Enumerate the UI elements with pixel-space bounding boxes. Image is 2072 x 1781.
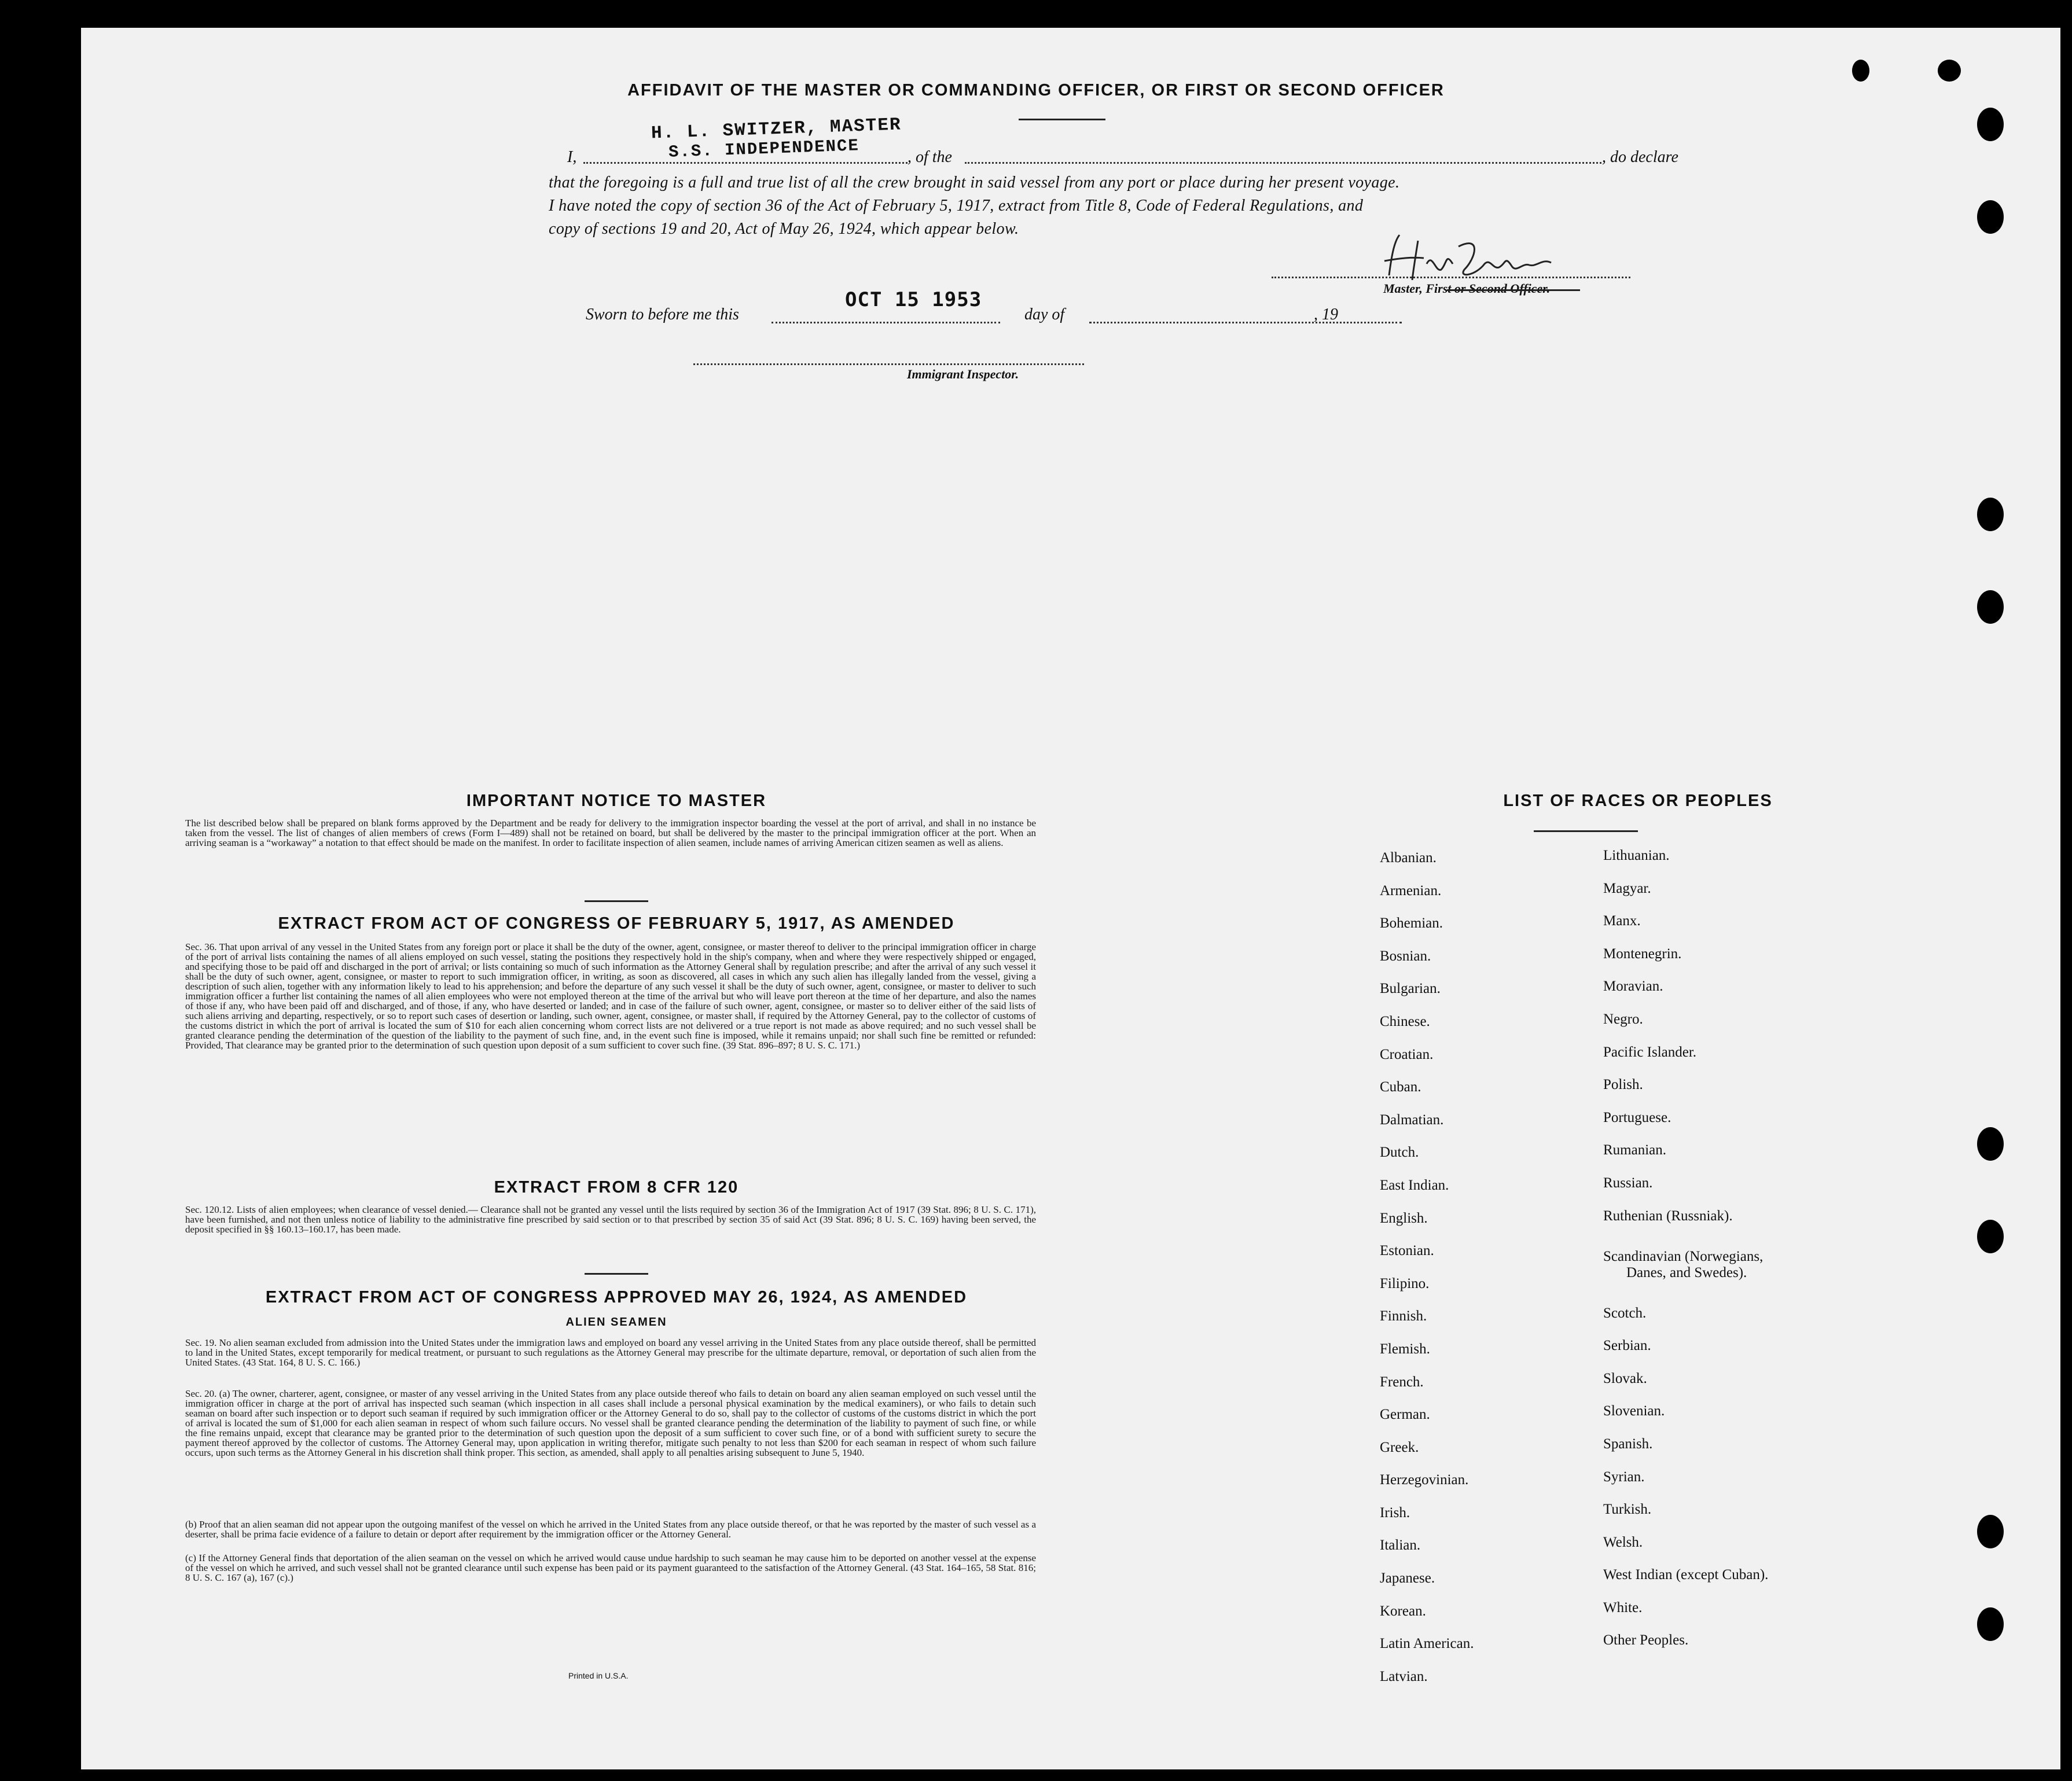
signature-line	[1272, 277, 1630, 278]
vessel-name: S.S. INDEPENDENCE	[668, 136, 860, 162]
race-item: Flemish.	[1380, 1341, 1430, 1357]
extract-1924-sec20b: (b) Proof that an alien seaman did not appear upon the outgoing manifest of the vessel on which he arrived in the United States from any place outside thereof, or that he was reported by the master of such vessel as a deserter, shall be prima facie evidence of a failure to detain or deport after requirement by the immigration officer or the Attorney General.	[185, 1519, 1036, 1540]
race-item: Syrian.	[1603, 1469, 1645, 1485]
race-item: Dutch.	[1380, 1145, 1419, 1161]
race-item: German.	[1380, 1407, 1430, 1423]
punch-hole	[1977, 200, 2004, 234]
extract-1924-sec20c: (c) If the Attorney General finds that deportation of the alien seaman on the vessel on which he arrived would cause undue hardship to such seaman he may cause him to be deported on another vessel at the expense of the vessel on which he arrived, and such vessel shall not be granted clearance until such expense has been paid or its payment guaranteed to the satisfaction of the Attorney General. (43 Stat. 164–165, 58 Stat. 816; 8 U. S. C. 167 (a), 167 (c).)	[185, 1552, 1036, 1583]
affidavit-title: AFFIDAVIT OF THE MASTER OR COMMANDING OFFICER, OR FIRST OR SECOND OFFICER	[627, 81, 1445, 100]
race-item: Bulgarian.	[1380, 981, 1441, 997]
race-item: Estonian.	[1380, 1243, 1434, 1259]
race-item: Filipino.	[1380, 1275, 1430, 1291]
race-item: West Indian (except Cuban).	[1603, 1567, 1769, 1583]
race-item: Other Peoples.	[1603, 1632, 1689, 1648]
race-item: Irish.	[1380, 1504, 1410, 1521]
declarant-line	[583, 162, 908, 164]
extract-1924-sec19: Sec. 19. No alien seaman excluded from admission into the United States under the immigration laws and employed on board any vessel arriving in the United States from any place outside thereof, shall be permitted to land in the United States, except temporarily for medical treatment, or pursuant to such regulations as the Attorney General may prescribe for the ultimate departure, removal, or deportation of such alien from the United States. (43 Stat. 164, 8 U. S. C. 166.)	[185, 1337, 1036, 1368]
year-line	[1340, 322, 1366, 323]
of-the-label: , of the	[908, 148, 952, 166]
notice-text: The list described below shall be prepared on blank forms approved by the Department and be ready for delivery to the immigration inspector boarding the vessel at the port of arrival, and shall in no instance be taken from the vessel. The list of changes of alien members of crews (Form I—489) shall not be retained on board, but shall be delivered by the master to the principal immigration officer at the port. When an arriving seaman is a “workaway” a notation to that effect should be made on the manifest. In order to facilitate inspection of alien seamen, include names of arriving American citizen seamen as well as aliens.	[185, 818, 1036, 848]
race-item: Pacific Islander.	[1603, 1044, 1697, 1060]
races-left-column	[1380, 849, 1588, 1701]
race-item: Scotch.	[1603, 1305, 1647, 1321]
races-rule	[1534, 830, 1638, 832]
races-right-column	[1603, 847, 1869, 1665]
race-item: Italian.	[1380, 1537, 1421, 1554]
race-item: Dalmatian.	[1380, 1112, 1444, 1128]
race-item: Magyar.	[1603, 880, 1651, 896]
race-item: Welsh.	[1603, 1534, 1643, 1550]
affidavit-body-line-1: that the foregoing is a full and true list of all the crew brought in said vessel from any port or place during her present voyage.	[549, 174, 1400, 192]
race-item: Japanese.	[1380, 1570, 1435, 1587]
notice-title: IMPORTANT NOTICE TO MASTER	[466, 792, 767, 810]
sworn-line	[772, 322, 1000, 323]
punch-hole	[1977, 1515, 2004, 1548]
extract-cfr-text: Sec. 120.12. Lists of alien employees; when clearance of vessel denied.— Clearance shall not be granted any vessel until the lists required by section 36 of the Immigration Act of 1917 (39 Stat. 896; 8 U. S. C. 171), have been furnished, and not then unless notice of liability to the administrative fine prescribed by said section or to that prescribed by section 35 of said Act (39 Stat. 896; 8 U. S. C. 169) having been served, the deposit specified in §§ 160.13–160.17, has been made.	[185, 1204, 1036, 1235]
race-item: French.	[1380, 1374, 1424, 1390]
race-item: Greek.	[1380, 1439, 1419, 1455]
race-item: English.	[1380, 1210, 1428, 1226]
race-item: Ruthenian (Russniak).	[1603, 1208, 1733, 1224]
race-item: Chinese.	[1380, 1013, 1430, 1029]
cfr-rule	[585, 1273, 648, 1275]
race-item: Korean.	[1380, 1603, 1426, 1619]
punch-hole	[1977, 1607, 2004, 1641]
inspector-line	[693, 363, 1084, 365]
title-rule	[1019, 119, 1105, 120]
race-item: Armenian.	[1380, 882, 1442, 899]
strikeout-mark	[1447, 289, 1580, 291]
race-item: Bosnian.	[1380, 948, 1431, 964]
race-item: Lithuanian.	[1603, 848, 1670, 863]
signature-caption: Master, First or Second Officer.	[1383, 281, 1551, 296]
race-item: Bohemian.	[1380, 915, 1443, 932]
sworn-date-stamp: OCT 15 1953	[845, 288, 982, 311]
race-item: Russian.	[1603, 1175, 1653, 1191]
affidavit-body-line-2: I have noted the copy of section 36 of the Act of February 5, 1917, extract from Title 8, Code of Federal Regulations, and	[549, 197, 1364, 215]
form-page	[81, 28, 2060, 1769]
punch-hole	[1852, 60, 1869, 82]
vessel-line	[965, 162, 1601, 164]
extract-1924-subtitle: ALIEN SEAMEN	[565, 1316, 667, 1329]
race-item: Herzegovinian.	[1380, 1472, 1469, 1488]
extract-1924-title: EXTRACT FROM ACT OF CONGRESS APPROVED MAY 26, 1924, AS AMENDED	[265, 1288, 968, 1307]
inspector-label: Immigrant Inspector.	[907, 367, 1019, 381]
race-item: Danes, and Swedes).	[1626, 1264, 1747, 1280]
race-item: Rumanian.	[1603, 1142, 1667, 1158]
race-item: Albanian.	[1380, 850, 1437, 866]
extract-cfr-title: EXTRACT FROM 8 CFR 120	[494, 1178, 739, 1197]
punch-hole	[1977, 1220, 2004, 1253]
punch-hole	[1938, 60, 1961, 82]
extract-1924-sec20a: Sec. 20. (a) The owner, charterer, agent, consignee, or master of any vessel arriving in the United States from any place outside thereof who fails to detain on board any alien seaman employed on such vessel until the immigration officer in charge at the port of arrival has inspected such seaman (which inspection in all cases shall include a personal physical examination by the medical examiners), or who fails to detain such seaman on board after such inspection or to deport such seaman if required by such immigration officer or the Attorney General to do so, shall pay to the collector of customs of the customs district in which the port of arrival is located the sum of $1,000 for each alien seaman in respect of whom such failure occurs. No vessel shall be granted clearance pending the determination of the liability to payment of such fine, or while the fine remains unpaid, except that clearance may be granted prior to the determination of such question upon the deposit of a sum sufficient to cover such fine, or of a bond with sufficient surety to secure the payment thereof approved by the collector of customs. The Attorney General may, upon application in writing therefor, mitigate such penalty to not less than $200 for each seaman in respect of whom such failure occurs, upon such terms as the Attorney General in his discretion shall think proper. This section, as amended, shall apply to all penalties arising subsequent to June 5, 1940.	[185, 1388, 1036, 1458]
punch-hole	[1977, 590, 2004, 624]
race-item: Moravian.	[1603, 978, 1663, 995]
printed-in-usa: Printed in U.S.A.	[568, 1671, 629, 1680]
year-label: , 19	[1314, 306, 1338, 323]
race-item: Slovenian.	[1603, 1403, 1665, 1419]
race-item: Serbian.	[1603, 1338, 1651, 1354]
race-item: Cuban.	[1380, 1079, 1421, 1095]
race-item: East Indian.	[1380, 1177, 1449, 1193]
race-item: Scandinavian (Norwegians,	[1603, 1248, 1764, 1264]
races-title: LIST OF RACES OR PEOPLES	[1503, 792, 1773, 810]
race-item: Polish.	[1603, 1077, 1643, 1093]
day-of-label: day of	[1024, 306, 1065, 323]
sworn-label: Sworn to before me this	[586, 306, 739, 323]
punch-hole	[1977, 498, 2004, 531]
affidavit-body-line-3: copy of sections 19 and 20, Act of May 26, 1924, which appear below.	[549, 220, 1019, 238]
race-item: Latvian.	[1380, 1668, 1428, 1684]
race-item: Manx.	[1603, 913, 1641, 929]
declarant-name: H. L. SWITZER, MASTER	[651, 115, 902, 144]
punch-hole	[1977, 108, 2004, 141]
race-item: Negro.	[1603, 1011, 1643, 1027]
race-item: Croatian.	[1380, 1046, 1434, 1062]
race-item: Turkish.	[1603, 1502, 1652, 1518]
i-label: I,	[567, 148, 577, 166]
race-item: White.	[1603, 1599, 1643, 1616]
race-item: Montenegrin.	[1603, 945, 1682, 962]
punch-hole	[1977, 1127, 2004, 1161]
race-item: Portuguese.	[1603, 1109, 1671, 1125]
race-item: Spanish.	[1603, 1436, 1653, 1452]
race-item: Slovak.	[1603, 1370, 1647, 1386]
extract-1917-title: EXTRACT FROM ACT OF CONGRESS OF FEBRUARY 5, 1917, AS AMENDED	[278, 914, 955, 933]
extract-1917-text: Sec. 36. That upon arrival of any vessel in the United States from any foreign port or place it shall be the duty of the owner, agent, consignee, or master thereof to deliver to the principal immigration officer in charge of the port of arrival lists containing the names of all aliens employed on such vessel, stating the positions they respectively hold in the ship's company, when and where they were respectively shipped or engaged, and specifying those to be paid off and discharged in the port of arrival; or lists containing so much of such information as the Attorney General shall by regulation prescribe; and after the arrival of any such vessel it shall be the duty of such owner, agent, consignee, or master to report to such immigration officer, in writing, as soon as discovered, all cases in which any such alien has illegally landed from the vessel, giving a description of such alien, together with any information likely to lead to his apprehension; and before the departure of any such vessel it shall be the duty of such owner, agent, consignee, or master to deliver to such immigration officer a further list containing the names of all alien employees who were not employed thereon at the time of the arrival but who will leave port thereon at the time of her departure, and also the names of those if any, who have been paid off and discharged, and of those, if any, who have deserted or landed; and in case of the failure of such owner, agent, consignee, or master so to deliver either of the said lists of such aliens arriving and departing, respectively, or so to report such cases of desertion or landing, such owner, agent, consignee, or master shall, if required by the Attorney General, pay to the collector of customs of the customs district in which the port of arrival is located the sum of $10 for each alien concerning whom correct lists are not delivered or a true report is not made as above required; and no such vessel shall be granted clearance pending the determination of the question of the liability to the payment of such fine, and, in the event such fine is imposed, while it remains unpaid; nor shall such fine be remitted or refunded: Provided, That clearance may be granted prior to the determination of such question upon deposit of a sum sufficient to cover such fine. (39 Stat. 896–897; 8 U. S. C. 171.)	[185, 941, 1036, 1051]
do-declare-label: , do declare	[1602, 148, 1678, 166]
notice-rule	[585, 900, 648, 902]
race-item: Latin American.	[1380, 1636, 1474, 1652]
race-item: Finnish.	[1380, 1308, 1427, 1324]
